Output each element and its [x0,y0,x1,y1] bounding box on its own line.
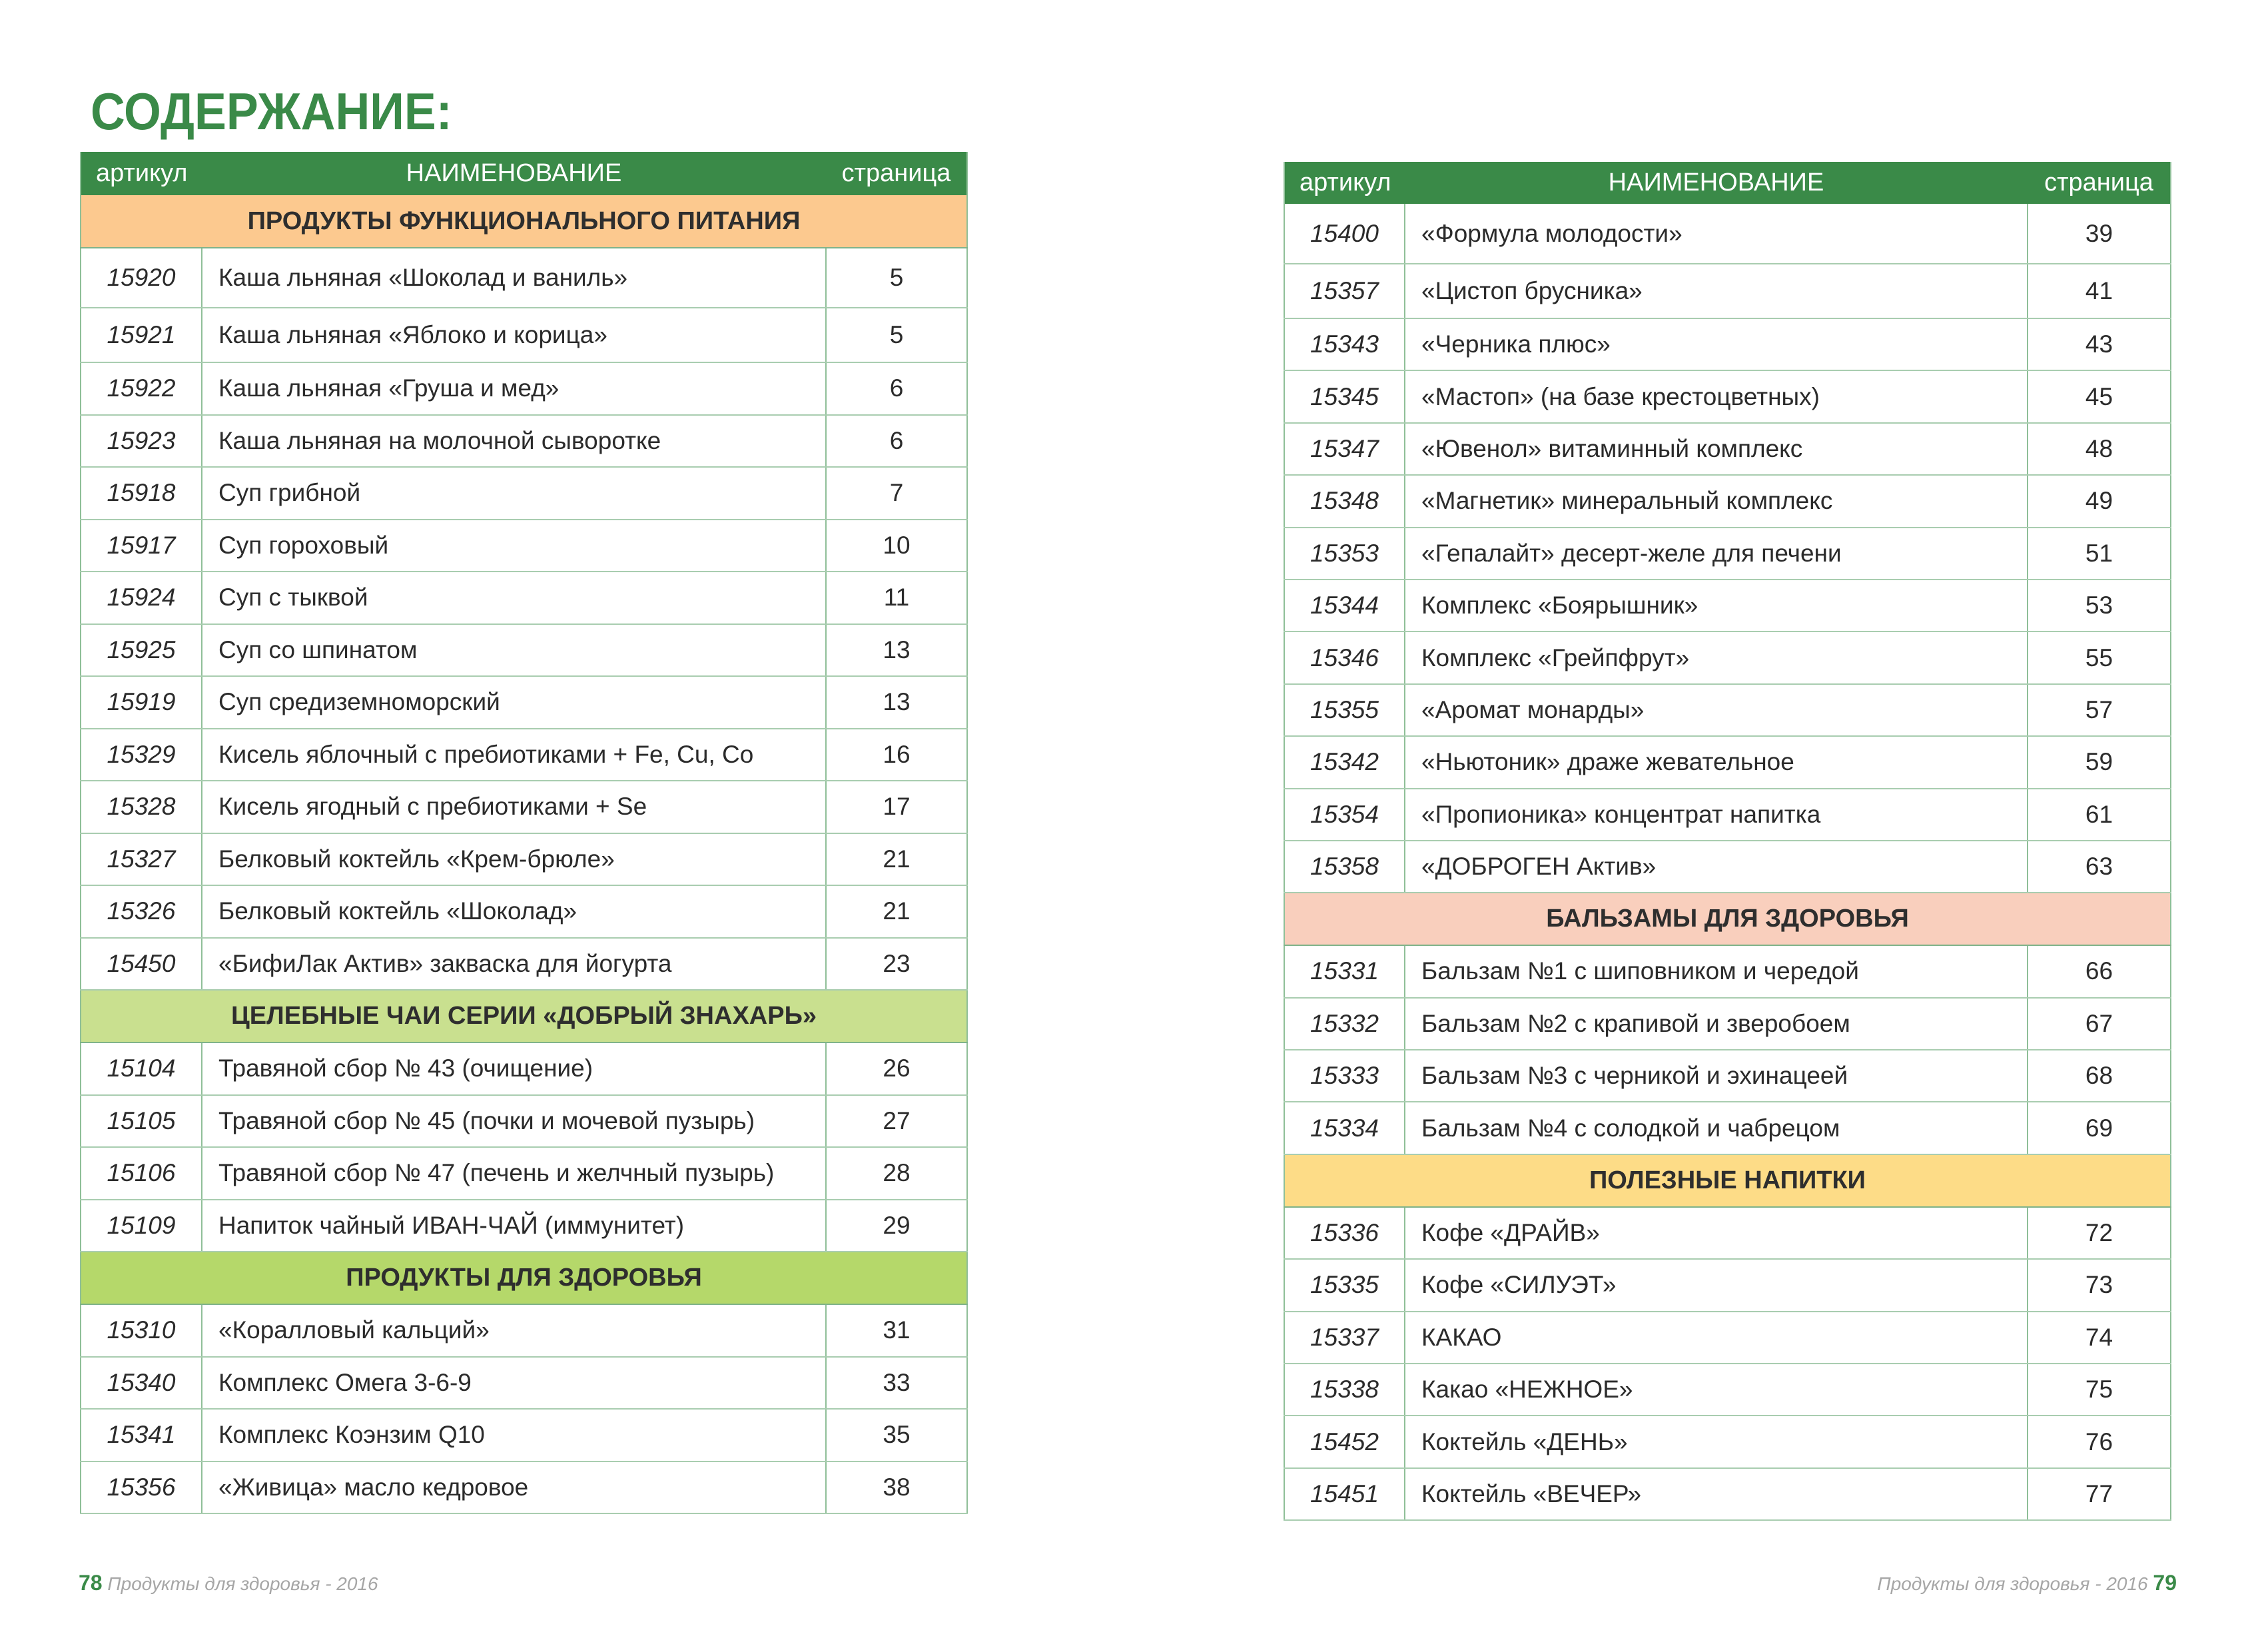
table-row[interactable] [1284,684,2171,736]
page-number-cell: 5 [826,308,967,362]
product-name-cell: Каша льняная «Шоколад и ваниль» [202,248,826,308]
article-cell: 15342 [1284,736,1405,788]
table-row[interactable] [1284,370,2171,422]
article-cell: 15923 [81,415,202,468]
table-row[interactable] [1284,841,2171,893]
article-cell: 15328 [81,781,202,833]
page-number-cell: 68 [2028,1050,2171,1102]
product-name-cell: Какао «НЕЖНОЕ» [1405,1364,2028,1416]
article-cell: 15340 [81,1357,202,1410]
article-cell: 15332 [1284,998,1405,1050]
article-cell: 15109 [81,1200,202,1252]
product-name-cell: Травяной сбор № 43 (очищение) [202,1042,826,1095]
page-number-cell: 28 [826,1147,967,1200]
product-name-cell: Кисель яблочный с пребиотиками + Fe, Cu, Co [202,729,826,781]
section-title: ПРОДУКТЫ ФУНКЦИОНАЛЬНОГО ПИТАНИЯ [81,195,967,248]
article-cell: 15336 [1284,1207,1405,1259]
product-name-cell: «Цистоп брусника» [1405,264,2028,318]
product-name-cell: Травяной сбор № 45 (почки и мочевой пузырь) [202,1095,826,1148]
table-row[interactable] [81,1042,967,1095]
column-header-name: НАИМЕНОВАНИЕ [1405,162,2028,204]
page-number-cell: 55 [2028,631,2171,683]
section-title: ПОЛЕЗНЫЕ НАПИТКИ [1284,1154,2171,1207]
page-number-cell: 45 [2028,370,2171,422]
article-cell: 15451 [1284,1468,1405,1520]
page-number-cell: 51 [2028,528,2171,580]
article-cell: 15331 [1284,945,1405,997]
product-name-cell: Бальзам №1 с шиповником и чередой [1405,945,2028,997]
section-header [81,195,967,248]
page-number-cell: 16 [826,729,967,781]
page-number-cell: 7 [826,467,967,520]
page-number-cell: 5 [826,248,967,308]
footer-caption: Продукты для здоровья - 2016 [1877,1573,2148,1594]
article-cell: 15106 [81,1147,202,1200]
page-number-cell: 39 [2028,204,2171,264]
article-cell: 15452 [1284,1416,1405,1467]
section-header [1284,893,2171,945]
article-cell: 15919 [81,676,202,729]
page-number-cell: 21 [826,885,967,938]
product-name-cell: Коктейль «ВЕЧЕР» [1405,1468,2028,1520]
page-number-cell: 31 [826,1304,967,1357]
article-cell: 15917 [81,520,202,572]
table-row[interactable] [1284,1416,2171,1467]
table-row[interactable] [81,308,967,362]
article-cell: 15335 [1284,1259,1405,1311]
table-row[interactable] [1284,1259,2171,1311]
table-row[interactable] [1284,475,2171,527]
product-name-cell: Комплекс «Грейпфрут» [1405,631,2028,683]
article-cell: 15343 [1284,318,1405,370]
product-name-cell: Бальзам №3 с черникой и эхинацеей [1405,1050,2028,1102]
product-name-cell: Суп со шпинатом [202,624,826,677]
page-number-cell: 33 [826,1357,967,1410]
page-number-cell: 21 [826,833,967,886]
product-name-cell: Суп гороховый [202,520,826,572]
table-row[interactable] [81,938,967,991]
page-number-cell: 13 [826,676,967,729]
page-number-cell: 38 [826,1461,967,1514]
product-name-cell: Каша льняная «Яблоко и корица» [202,308,826,362]
section-header [81,990,967,1042]
table-row[interactable] [1284,423,2171,475]
article-cell: 15348 [1284,475,1405,527]
page-number-cell: 61 [2028,789,2171,841]
table-row[interactable] [1284,1050,2171,1102]
product-name-cell: Кофе «СИЛУЭТ» [1405,1259,2028,1311]
product-name-cell: «Гепалайт» десерт-желе для печени [1405,528,2028,580]
article-cell: 15310 [81,1304,202,1357]
article-cell: 15341 [81,1409,202,1461]
page-number-cell: 72 [2028,1207,2171,1259]
table-row[interactable] [81,248,967,308]
column-header-article: артикул [1284,162,1405,204]
footer-caption: Продукты для здоровья - 2016 [107,1573,378,1594]
table-row[interactable] [81,1357,967,1410]
table-row[interactable] [1284,580,2171,631]
product-name-cell: Суп средиземноморский [202,676,826,729]
page-number-cell: 6 [826,362,967,415]
section-title: ПРОДУКТЫ ДЛЯ ЗДОРОВЬЯ [81,1252,967,1304]
article-cell: 15338 [1284,1364,1405,1416]
article-cell: 15327 [81,833,202,886]
article-cell: 15347 [1284,423,1405,475]
table-row[interactable] [81,729,967,781]
footer-right [1877,1571,2177,1595]
article-cell: 15355 [1284,684,1405,736]
article-cell: 15334 [1284,1102,1405,1154]
page-number-cell: 27 [826,1095,967,1148]
product-name-cell: Белковый коктейль «Крем-брюле» [202,833,826,886]
page-number-cell: 13 [826,624,967,677]
column-header-page: страница [826,152,967,195]
table-row[interactable] [81,520,967,572]
product-name-cell: Комплекс «Боярышник» [1405,580,2028,631]
page-number-cell: 26 [826,1042,967,1095]
product-name-cell: «Коралловый кальций» [202,1304,826,1357]
table-row[interactable] [81,1304,967,1357]
article-cell: 15358 [1284,841,1405,893]
page-number-cell: 77 [2028,1468,2171,1520]
product-name-cell: Белковый коктейль «Шоколад» [202,885,826,938]
page-number-cell: 53 [2028,580,2171,631]
article-cell: 15357 [1284,264,1405,318]
article-cell: 15104 [81,1042,202,1095]
table-row[interactable] [81,1200,967,1252]
product-name-cell: «БифиЛак Актив» закваска для йогурта [202,938,826,991]
table-row[interactable] [1284,264,2171,318]
page-number-cell: 75 [2028,1364,2171,1416]
article-cell: 15920 [81,248,202,308]
page-title: СОДЕРЖАНИЕ: [91,82,452,141]
table-row[interactable] [81,467,967,520]
table-row[interactable] [81,833,967,886]
table-row[interactable] [81,572,967,624]
article-cell: 15105 [81,1095,202,1148]
product-name-cell: Кисель ягодный с пребиотиками + Se [202,781,826,833]
page-number-cell: 17 [826,781,967,833]
article-cell: 15353 [1284,528,1405,580]
page-number-cell: 59 [2028,736,2171,788]
table-row[interactable] [1284,1468,2171,1520]
product-name-cell: Напиток чайный ИВАН-ЧАЙ (иммунитет) [202,1200,826,1252]
product-name-cell: «ДОБРОГЕН Актив» [1405,841,2028,893]
page-number-cell: 23 [826,938,967,991]
article-cell: 15344 [1284,580,1405,631]
toc-table-right [1284,162,2171,1521]
page-number-cell: 6 [826,415,967,468]
article-cell: 15922 [81,362,202,415]
page-number-cell: 63 [2028,841,2171,893]
table-row[interactable] [1284,945,2171,997]
page-number: 79 [2153,1571,2177,1595]
page-number-cell: 67 [2028,998,2171,1050]
table-row[interactable] [1284,998,2171,1050]
section-header [81,1252,967,1304]
article-cell: 15337 [1284,1312,1405,1364]
product-name-cell: Каша льняная «Груша и мед» [202,362,826,415]
table-header-row [81,152,967,195]
product-name-cell: Кофе «ДРАЙВ» [1405,1207,2028,1259]
product-name-cell: «Ювенол» витаминный комплекс [1405,423,2028,475]
product-name-cell: «Черника плюс» [1405,318,2028,370]
article-cell: 15354 [1284,789,1405,841]
page-number-cell: 57 [2028,684,2171,736]
table-row[interactable] [81,676,967,729]
table-row[interactable] [1284,528,2171,580]
page-number-cell: 35 [826,1409,967,1461]
page-number-cell: 48 [2028,423,2171,475]
toc-body-left [81,195,967,1513]
table-row[interactable] [1284,318,2171,370]
section-title: ЦЕЛЕБНЫЕ ЧАИ СЕРИИ «ДОБРЫЙ ЗНАХАРЬ» [81,990,967,1042]
page-number-cell: 66 [2028,945,2171,997]
table-row[interactable] [1284,789,2171,841]
table-row[interactable] [81,362,967,415]
article-cell: 15924 [81,572,202,624]
page-number-cell: 76 [2028,1416,2171,1467]
page-number: 78 [79,1571,103,1595]
section-title: БАЛЬЗАМЫ ДЛЯ ЗДОРОВЬЯ [1284,893,2171,945]
section-header [1284,1154,2171,1207]
article-cell: 15921 [81,308,202,362]
page-number-cell: 69 [2028,1102,2171,1154]
product-name-cell: Бальзам №4 с солодкой и чабрецом [1405,1102,2028,1154]
product-name-cell: Бальзам №2 с крапивой и зверобоем [1405,998,2028,1050]
product-name-cell: «Живица» масло кедровое [202,1461,826,1514]
product-name-cell: КАКАО [1405,1312,2028,1364]
product-name-cell: «Пропионика» концентрат напитка [1405,789,2028,841]
product-name-cell: Комплекс Коэнзим Q10 [202,1409,826,1461]
table-row[interactable] [81,781,967,833]
article-cell: 15925 [81,624,202,677]
article-cell: 15333 [1284,1050,1405,1102]
article-cell: 15400 [1284,204,1405,264]
product-name-cell: «Аромат монарды» [1405,684,2028,736]
page-number-cell: 10 [826,520,967,572]
article-cell: 15356 [81,1461,202,1514]
product-name-cell: Каша льняная на молочной сыворотке [202,415,826,468]
article-cell: 15326 [81,885,202,938]
table-row[interactable] [81,885,967,938]
table-row[interactable] [1284,204,2171,264]
article-cell: 15450 [81,938,202,991]
table-row[interactable] [1284,1364,2171,1416]
table-row[interactable] [1284,1102,2171,1154]
product-name-cell: Травяной сбор № 47 (печень и желчный пузырь) [202,1147,826,1200]
product-name-cell: «Ньютоник» драже жевательное [1405,736,2028,788]
table-row[interactable] [1284,1312,2171,1364]
article-cell: 15345 [1284,370,1405,422]
product-name-cell: Суп грибной [202,467,826,520]
footer-left [79,1571,378,1595]
column-header-name: НАИМЕНОВАНИЕ [202,152,826,195]
table-row[interactable] [81,1409,967,1461]
table-row[interactable] [81,1147,967,1200]
column-header-article: артикул [81,152,202,195]
product-name-cell: Суп с тыквой [202,572,826,624]
table-row[interactable] [1284,631,2171,683]
table-header-row [1284,162,2171,204]
table-row[interactable] [81,1461,967,1514]
product-name-cell: «Магнетик» минеральный комплекс [1405,475,2028,527]
page-number-cell: 11 [826,572,967,624]
table-row[interactable] [81,624,967,677]
article-cell: 15329 [81,729,202,781]
table-row[interactable] [81,415,967,468]
product-name-cell: Комплекс Омега 3-6-9 [202,1357,826,1410]
page-number-cell: 29 [826,1200,967,1252]
article-cell: 15918 [81,467,202,520]
product-name-cell: Коктейль «ДЕНЬ» [1405,1416,2028,1467]
page-number-cell: 73 [2028,1259,2171,1311]
table-row[interactable] [81,1095,967,1148]
page-number-cell: 41 [2028,264,2171,318]
toc-body-right [1284,204,2171,1520]
page-number-cell: 74 [2028,1312,2171,1364]
product-name-cell: «Формула молодости» [1405,204,2028,264]
table-row[interactable] [1284,736,2171,788]
product-name-cell: «Мастоп» (на базе крестоцветных) [1405,370,2028,422]
column-header-page: страница [2028,162,2171,204]
page-number-cell: 43 [2028,318,2171,370]
toc-table-left [80,152,968,1514]
table-row[interactable] [1284,1207,2171,1259]
article-cell: 15346 [1284,631,1405,683]
page-number-cell: 49 [2028,475,2171,527]
